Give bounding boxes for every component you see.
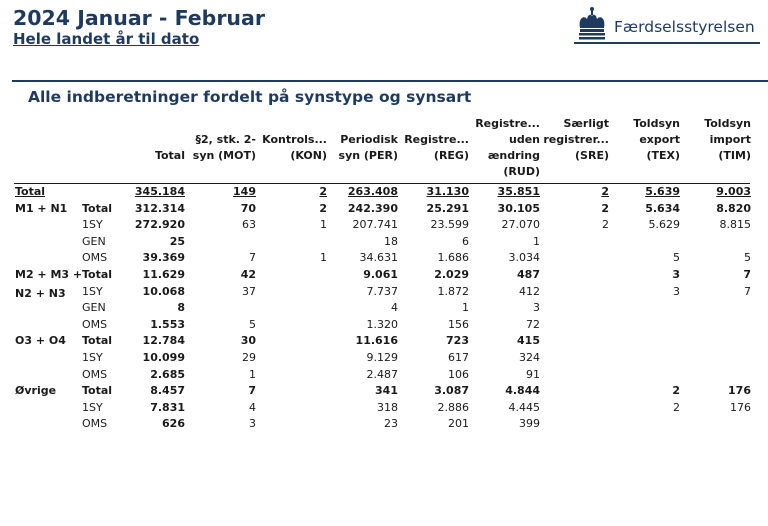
table-cell: 2 <box>602 218 609 232</box>
table-cell: 25.291 <box>426 201 469 215</box>
table-cell: 30.105 <box>497 201 540 215</box>
row-sub-label: Total <box>82 384 113 398</box>
table-cell: 3.034 <box>508 251 540 265</box>
column-header-line: Toldsyn <box>633 117 680 130</box>
row-group-label: Total <box>15 185 46 198</box>
table-cell: 37 <box>242 284 256 298</box>
table-cell: 2.685 <box>150 367 185 381</box>
table-cell: 23.599 <box>430 218 469 232</box>
row-sub-label: GEN <box>82 301 106 315</box>
table-cell: 176 <box>730 400 751 414</box>
table-cell: 4.844 <box>505 384 540 398</box>
table-cell: 11.629 <box>142 268 185 281</box>
total-row-divider <box>14 183 750 184</box>
table-cell: 399 <box>519 417 540 431</box>
column-header-line: registrer... <box>543 133 609 146</box>
row-sub-label: Total <box>82 334 113 348</box>
table-cell: 7.737 <box>366 284 398 298</box>
table-cell: 2.886 <box>437 400 469 414</box>
column-header-line: Toldsyn <box>704 117 751 130</box>
column-header-line: Særligt <box>563 117 609 130</box>
table-cell: 324 <box>519 351 540 364</box>
column-header-line: Total <box>154 149 185 162</box>
column-header-line: Kontrols... <box>262 133 327 146</box>
table-cell: 487 <box>517 268 540 281</box>
table-cell: 149 <box>233 185 256 198</box>
table-cell: 42 <box>240 268 256 281</box>
table-cell: 617 <box>448 351 469 364</box>
table-cell: 29 <box>242 351 256 364</box>
table-cell: 35.851 <box>497 185 540 198</box>
table-cell: 1.320 <box>366 317 398 331</box>
table-cell: 4 <box>391 301 398 315</box>
table-cell: 10.068 <box>142 284 185 298</box>
table-cell: 207.741 <box>352 218 398 232</box>
table-cell: 242.390 <box>347 201 398 215</box>
table-cell: 27.070 <box>501 218 540 232</box>
table-cell: 272.920 <box>134 218 185 232</box>
table-cell: 318 <box>377 400 398 414</box>
row-sub-label: Total <box>82 268 113 281</box>
table-cell: 3 <box>673 284 680 298</box>
logo-text: Færdselsstyrelsen <box>614 18 755 36</box>
table-cell: 39.369 <box>142 251 185 265</box>
table-cell: 3 <box>533 301 540 315</box>
table-cell: 7 <box>744 284 751 298</box>
crown-icon <box>576 6 608 40</box>
table-cell: 34.631 <box>359 251 398 265</box>
row-sub-label: OMS <box>82 251 108 265</box>
column-header-line: (REG) <box>433 149 469 162</box>
table-cell: 1.872 <box>437 284 469 298</box>
table-cell: 30 <box>240 334 256 348</box>
table-cell: 2 <box>673 400 680 414</box>
table-cell: 31.130 <box>426 185 469 198</box>
logo-underline <box>574 42 760 44</box>
table-cell: 8.815 <box>719 218 751 232</box>
row-sub-label: Total <box>82 201 113 215</box>
table-cell: 4.445 <box>508 400 540 414</box>
table-cell: 7 <box>248 384 256 398</box>
table-cell: 3.087 <box>434 384 469 398</box>
table-cell: 5 <box>249 317 256 331</box>
table-cell: 5.634 <box>645 201 680 215</box>
table-cell: 18 <box>384 234 398 248</box>
table-cell: 91 <box>526 367 540 381</box>
table-cell: 201 <box>448 417 469 431</box>
table-cell: 8.457 <box>150 384 185 398</box>
table-cell: 2.487 <box>366 367 398 381</box>
section-title: Alle indberetninger fordelt på synstype og synsart <box>28 88 472 106</box>
table-cell: 11.616 <box>355 334 398 348</box>
column-header-line: ændring <box>487 149 540 162</box>
table-cell: 626 <box>162 417 185 431</box>
table-cell: 9.003 <box>716 185 751 198</box>
table-cell: 415 <box>517 334 540 348</box>
table-cell: 263.408 <box>347 185 398 198</box>
table-cell: 5.629 <box>648 218 680 232</box>
table-cell: 2 <box>319 201 327 215</box>
column-header-line: Registre... <box>475 117 540 130</box>
table-cell: 1 <box>249 367 256 381</box>
table-cell: 176 <box>728 384 751 398</box>
report-subtitle-link[interactable]: Hele landet år til dato <box>13 30 200 48</box>
row-sub-label: OMS <box>82 367 108 381</box>
table-cell: 2 <box>319 185 327 198</box>
column-header-line: (SRE) <box>575 149 609 162</box>
table-cell: 9.061 <box>363 268 398 281</box>
column-header-line: import <box>709 133 751 146</box>
header-divider <box>12 80 768 82</box>
column-header-line: (KON) <box>290 149 327 162</box>
table-cell: 7 <box>743 268 751 281</box>
row-group-label: M1 + N1 <box>15 201 68 215</box>
row-group-label: O3 + O4 <box>15 334 66 348</box>
table-cell: 1 <box>533 234 540 248</box>
table-cell: 10.099 <box>142 351 185 364</box>
table-cell: 8.820 <box>716 201 751 215</box>
table-cell: 3 <box>672 268 680 281</box>
table-cell: 6 <box>462 234 469 248</box>
table-cell: 5.639 <box>645 185 680 198</box>
row-sub-label: OMS <box>82 417 108 431</box>
table-cell: 312.314 <box>134 201 185 215</box>
table-cell: 1 <box>462 301 469 315</box>
table-cell: 25 <box>169 234 185 248</box>
table-cell: 1 <box>320 218 327 232</box>
table-cell: 7.831 <box>150 400 185 414</box>
row-sub-label: OMS <box>82 317 108 331</box>
table-cell: 72 <box>526 317 540 331</box>
table-cell: 70 <box>240 201 256 215</box>
column-header-line: uden <box>509 133 540 146</box>
table-cell: 2 <box>672 384 680 398</box>
column-header-line: §2, stk. 2- <box>195 133 256 146</box>
column-header-line: Periodisk <box>340 133 398 146</box>
table-cell: 23 <box>384 417 398 431</box>
row-sub-label: GEN <box>82 234 106 248</box>
table-cell: 1 <box>320 251 327 265</box>
table-cell: 63 <box>242 218 256 232</box>
table-cell: 345.184 <box>134 185 185 198</box>
column-header-line: (TIM) <box>718 149 751 162</box>
row-group-label: M2 + M3 + <box>15 268 83 281</box>
table-cell: 12.784 <box>142 334 185 348</box>
table-cell: 341 <box>375 384 398 398</box>
column-header-line: syn (MOT) <box>192 149 256 162</box>
table-cell: 9.129 <box>366 351 398 364</box>
table-cell: 2.029 <box>434 268 469 281</box>
table-cell: 1.553 <box>150 317 185 331</box>
table-cell: 1.686 <box>437 251 469 265</box>
column-header-line: (RUD) <box>503 165 540 178</box>
column-header-line: syn (PER) <box>338 149 398 162</box>
table-cell: 5 <box>744 251 751 265</box>
table-cell: 412 <box>519 284 540 298</box>
table-cell: 8 <box>177 301 185 315</box>
table-cell: 156 <box>448 317 469 331</box>
row-group-label: Øvrige <box>15 384 57 398</box>
column-header-line: export <box>639 133 680 146</box>
table-cell: 7 <box>249 251 256 265</box>
row-sub-label: 1SY <box>82 400 103 414</box>
table-cell: 2 <box>601 201 609 215</box>
table-cell: 2 <box>601 185 609 198</box>
row-sub-label: 1SY <box>82 218 103 232</box>
table-cell: 723 <box>446 334 469 348</box>
row-sub-label: 1SY <box>82 351 103 364</box>
table-cell: 4 <box>249 400 256 414</box>
column-header-line: (TEX) <box>646 149 680 162</box>
report-title: 2024 Januar - Februar <box>13 6 265 30</box>
row-group-label: N2 + N3 <box>15 286 66 300</box>
table-cell: 5 <box>673 251 680 265</box>
agency-logo <box>574 6 762 42</box>
table-cell: 3 <box>249 417 256 431</box>
table-cell: 106 <box>448 367 469 381</box>
row-sub-label: 1SY <box>82 284 103 298</box>
column-header-line: Registre... <box>404 133 469 146</box>
